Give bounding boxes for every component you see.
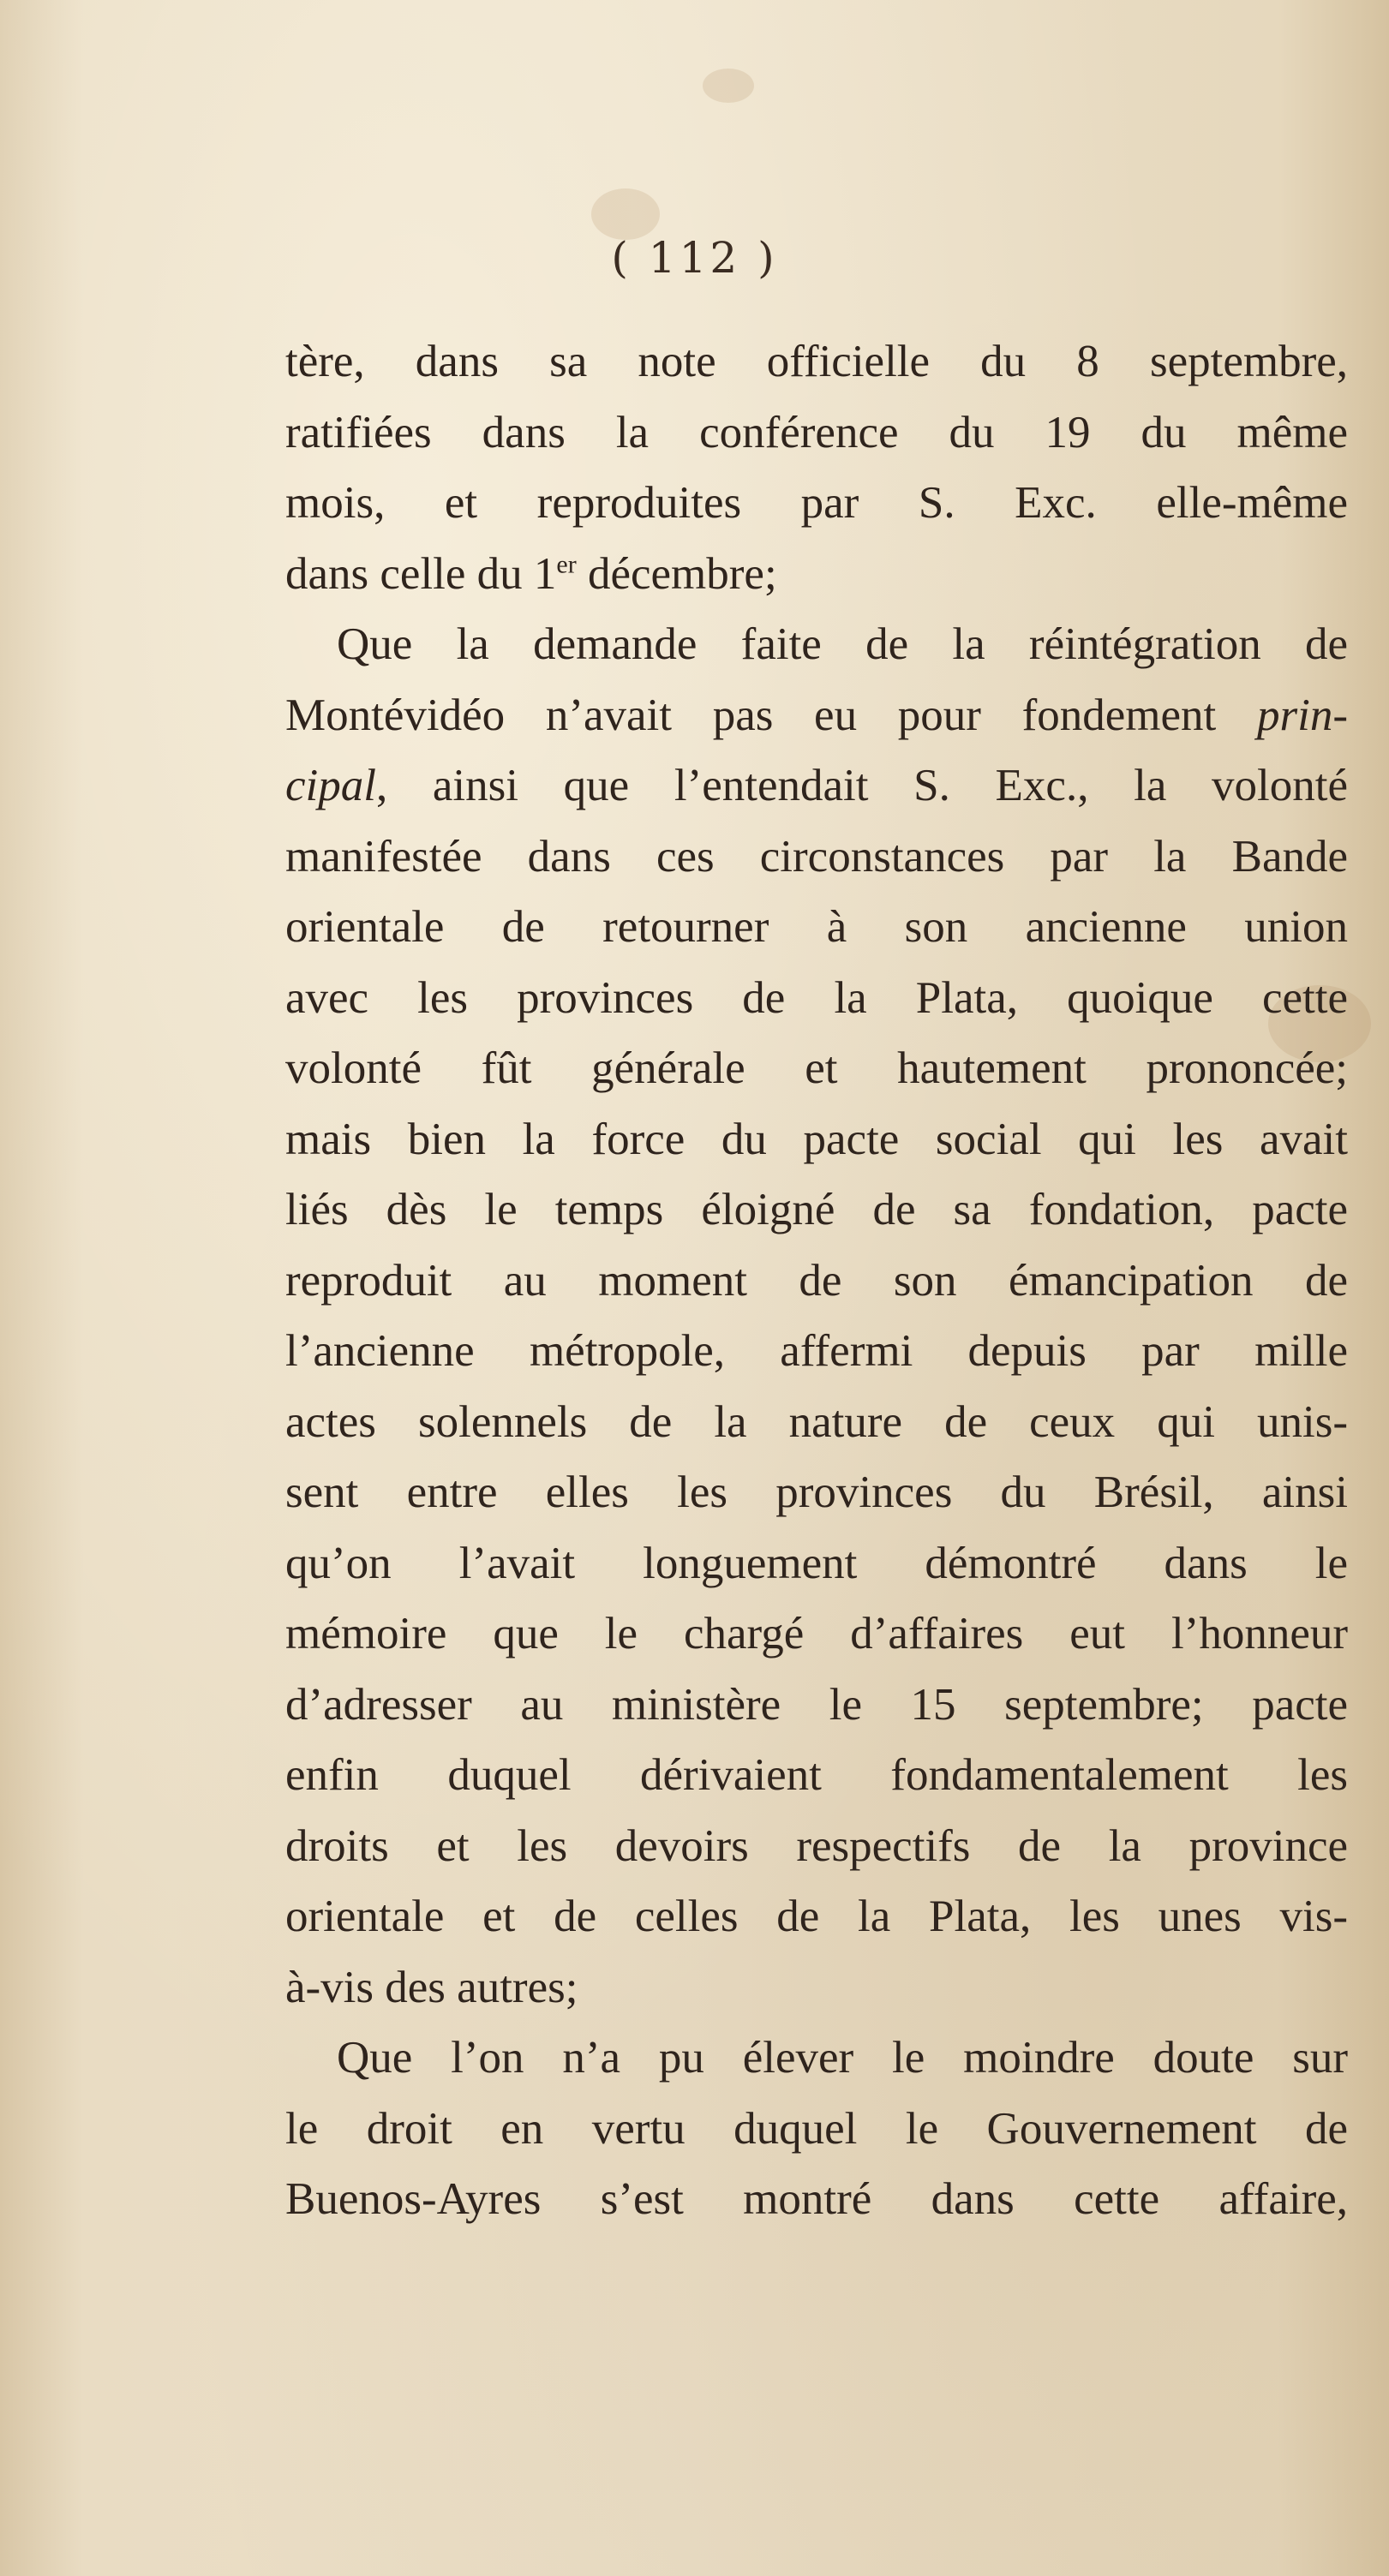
text-run: , ainsi que l’entendait S. Exc., la volonté	[375, 761, 1348, 810]
text-line: tère, dans sa note officielle du 8 septembre,	[285, 337, 1348, 386]
paper-stain	[703, 69, 754, 103]
page-number: ( 112 )	[611, 233, 778, 283]
text-line: actes solennels de la nature de ceux qui unis-	[285, 1396, 1348, 1447]
text-line: à-vis des autres;	[285, 1962, 578, 2012]
text-line: d’adresser au ministère le 15 septembre; pacte	[285, 1679, 1348, 1730]
paper-stain	[591, 188, 660, 240]
text-line: mémoire que le chargé d’affaires eut l’honneur	[285, 1609, 1348, 1659]
text-line: volonté fût générale et hautement prononcée;	[285, 1043, 1348, 1093]
text-run: décembre;	[576, 548, 777, 599]
text-line: l’ancienne métropole, affermi depuis par mille	[285, 1326, 1348, 1376]
text-line: avec les provinces de la Plata, quoique cette	[285, 972, 1348, 1023]
text-line: mais bien la force du pacte social qui les avait	[285, 1114, 1348, 1164]
text-line: orientale de retourner à son ancienne union	[285, 902, 1348, 952]
text-line: liés dès le temps éloigné de sa fondation, pacte	[285, 1185, 1348, 1234]
paragraph-start-line: Que l’on n’a pu élever le moindre doute sur	[337, 2033, 1348, 2083]
text-line: qu’on l’avait longuement démontré dans le	[285, 1538, 1348, 1588]
italic-text: prin-	[1257, 690, 1348, 740]
text-run: Montévidéo n’avait pas eu pour fondement	[285, 690, 1257, 740]
text-line	[285, 539, 1348, 610]
superscript: er	[556, 549, 577, 578]
text-line: manifestée dans ces circonstances par la Bande	[285, 831, 1348, 882]
text-line	[285, 680, 1348, 751]
text-line: le droit en vertu duquel le Gouvernement de	[285, 2103, 1348, 2154]
paragraph-start-line: Que la demande faite de la réintégration de	[337, 619, 1348, 669]
text-line: enfin duquel dérivaient fondamentalement les	[285, 1750, 1348, 1800]
text-line	[285, 750, 1348, 822]
body-text	[285, 326, 1348, 2235]
text-line: sent entre elles les provinces du Brésil, ainsi	[285, 1467, 1348, 1517]
text-line: Buenos-Ayres s’est montré dans cette affaire,	[285, 2174, 1348, 2224]
text-line: orientale et de celles de la Plata, les unes vis-	[285, 1892, 1348, 1941]
text-line: ratifiées dans la conférence du 19 du même	[285, 407, 1348, 457]
italic-text: cipal	[285, 761, 376, 810]
text-line: reproduit au moment de son émancipation de	[285, 1255, 1348, 1306]
text-run: dans celle du 1	[285, 548, 557, 599]
text-line: mois, et reproduites par S. Exc. elle-même	[285, 478, 1348, 528]
text-line: droits et les devoirs respectifs de la province	[285, 1820, 1348, 1871]
